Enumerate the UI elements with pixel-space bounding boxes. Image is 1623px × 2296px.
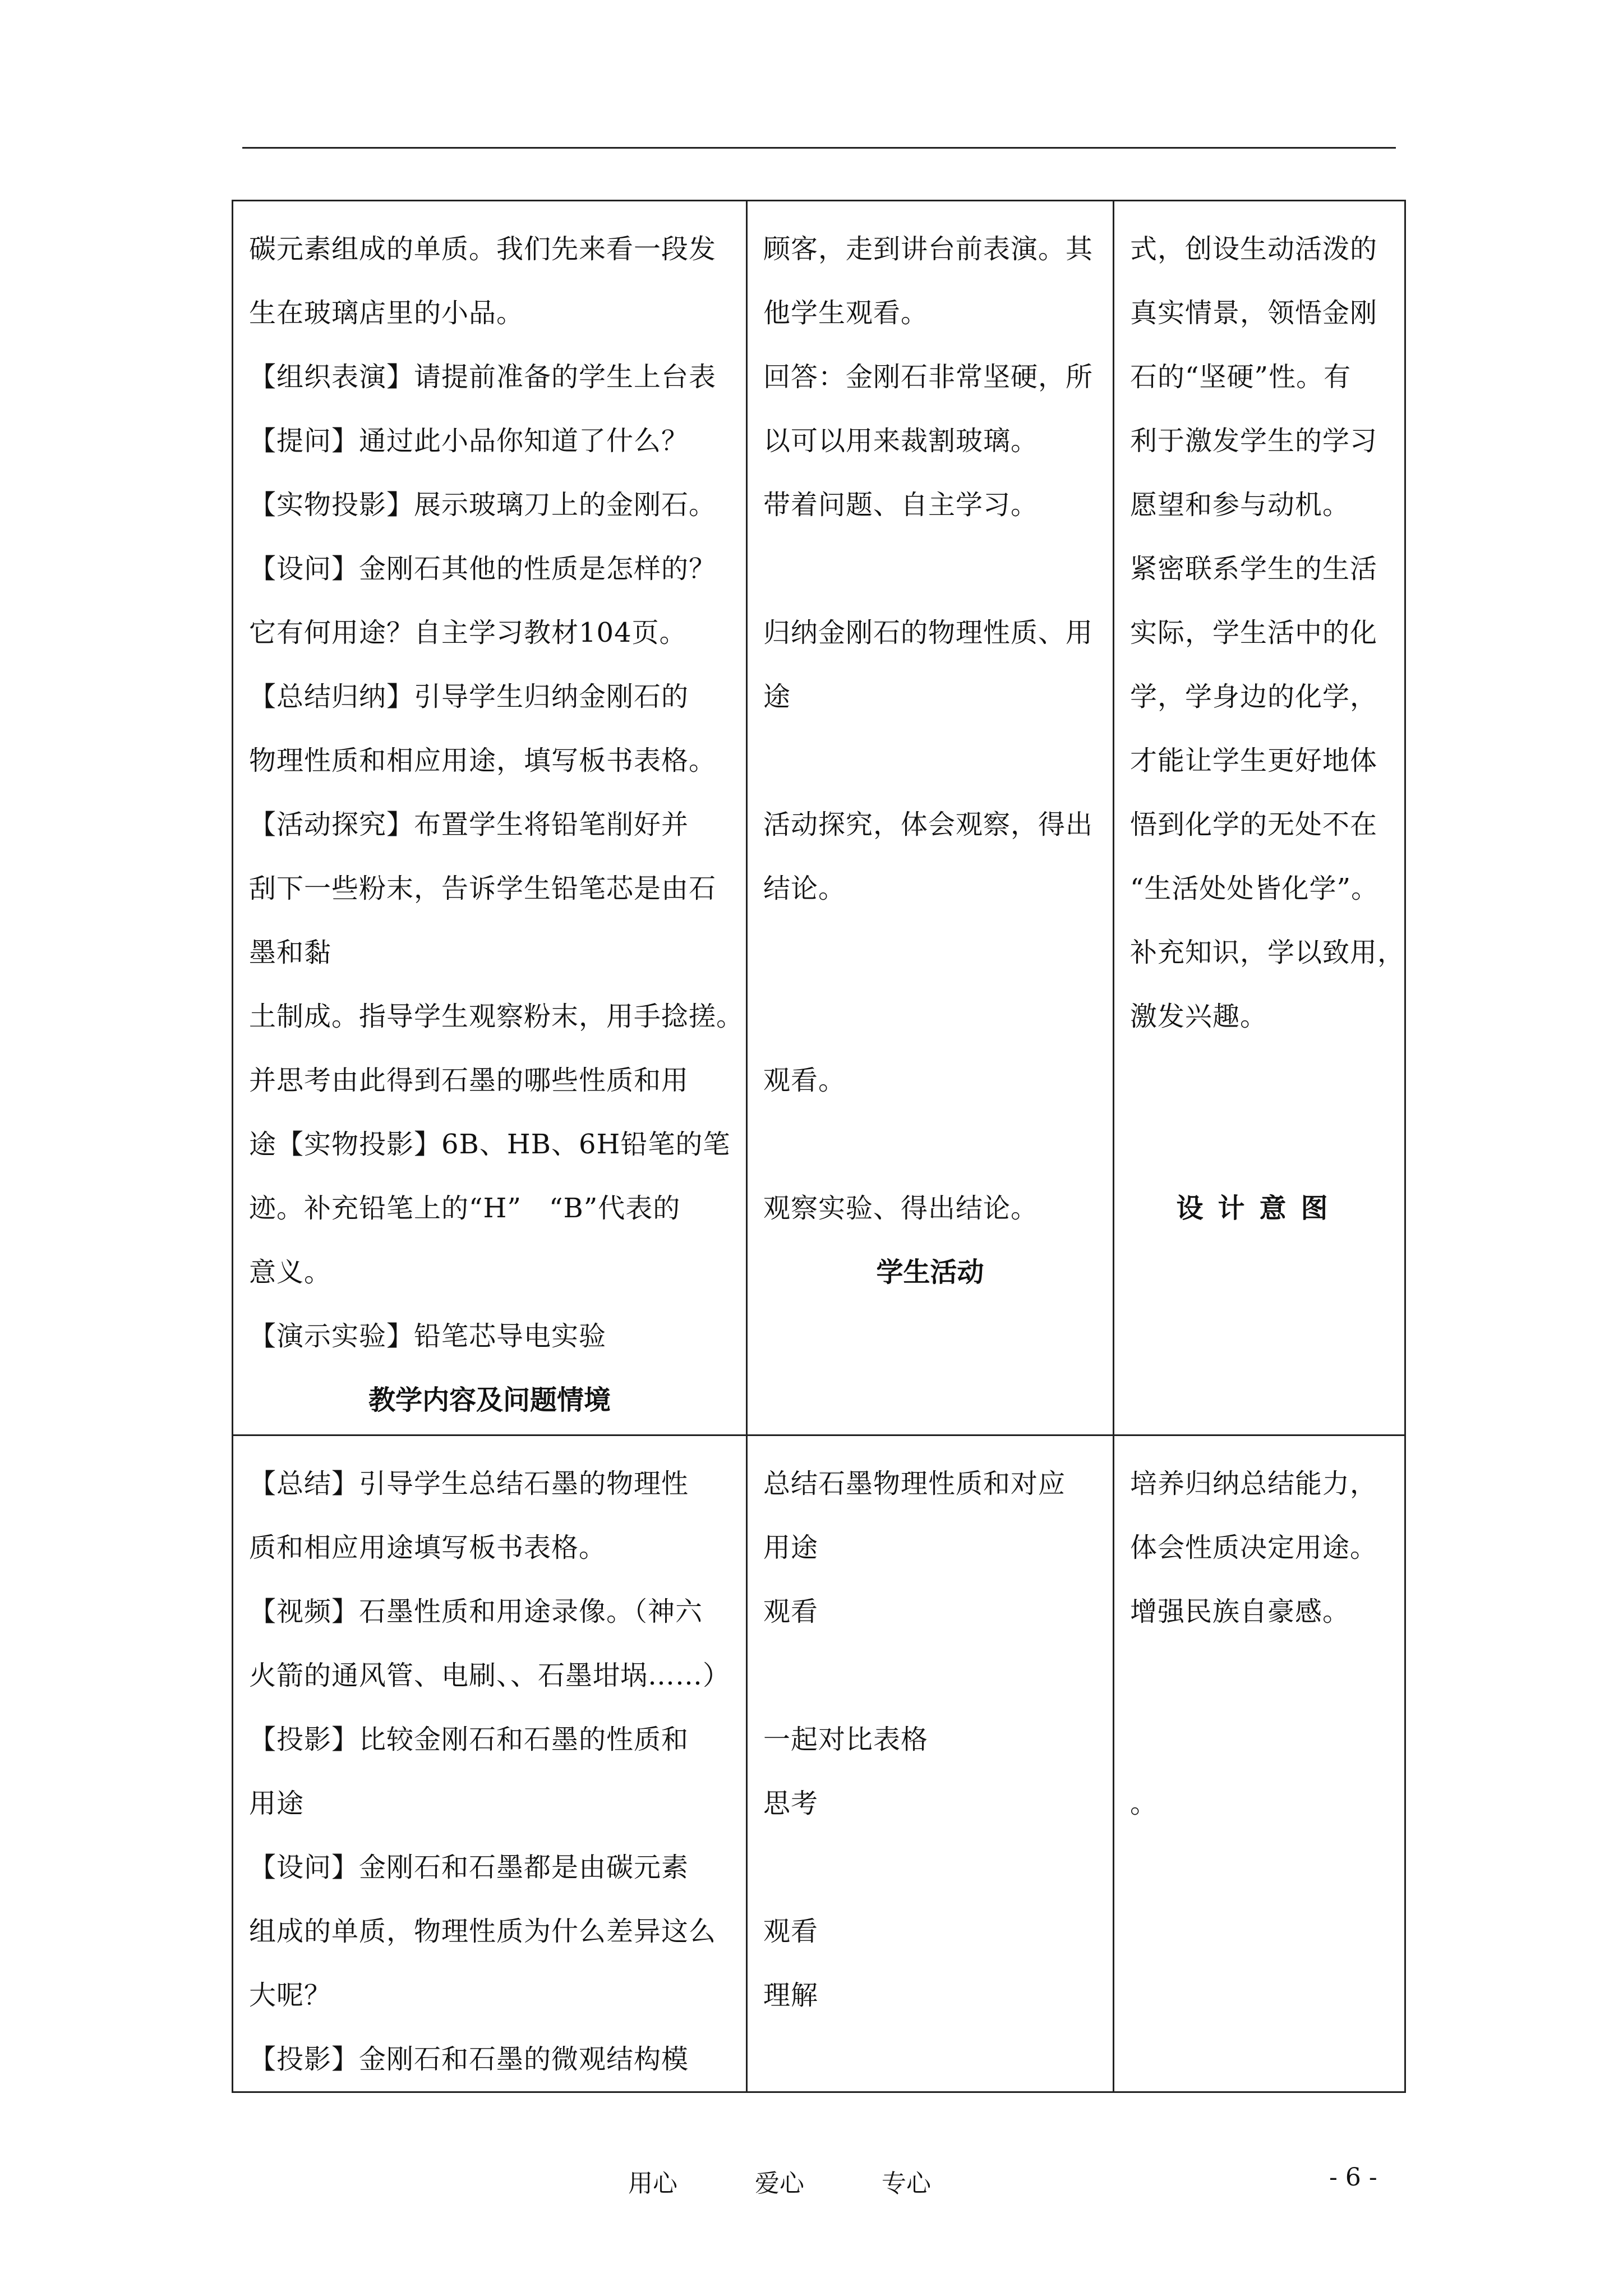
text-line [763, 1112, 1097, 1176]
text-line [1130, 1644, 1389, 1708]
text-line: 迹。补充铅笔上的“H” “B”代表的 [249, 1193, 681, 1224]
text-line: 式，创设生动活泼的 [1130, 233, 1378, 265]
footer-middle: 爱心 [755, 2169, 804, 2198]
text-line: 碳元素组成的单质。我们先来看一段发 [249, 233, 717, 265]
text-line: 真实情景，领悟金刚 [1130, 297, 1378, 329]
text-line: 刮下一些粉末，告诉学生铅笔芯是由石 [249, 873, 717, 904]
text-line [1130, 1708, 1389, 1772]
text-line: 【设问】金刚石其他的性质是怎样的？ [249, 553, 717, 585]
text-line: 理解 [763, 1980, 819, 2011]
text-line: 学，学身边的化学， [1130, 681, 1378, 712]
text-line: 【演示实验】铅笔芯导电实验 [249, 1320, 607, 1352]
text-line: 悟到化学的无处不在 [1130, 809, 1378, 840]
text-line: 大呢？ [249, 1980, 332, 2011]
text-line [763, 537, 1097, 601]
text-line: 观察实验、得出结论。 [763, 1193, 1039, 1224]
text-line: 意义。 [249, 1257, 332, 1288]
text-line: 。 [1130, 1788, 1158, 1819]
student-activity-cell [747, 1435, 1114, 2092]
text-line: 结论。 [763, 873, 846, 904]
text-line: 观看。 [763, 1065, 846, 1096]
text-line [763, 1644, 1097, 1708]
text-line: 【总结归纳】引导学生归纳金刚石的 [249, 681, 689, 712]
text-line: 观看 [763, 1916, 819, 1947]
teaching-content-lines [249, 1452, 730, 2091]
text-line: 【设问】金刚石和石墨都是由碳元素 [249, 1852, 689, 1883]
text-line: 【组织表演】请提前准备的学生上台表 [249, 361, 717, 393]
lesson-plan-table [232, 200, 1406, 2093]
table-row [233, 201, 1405, 1435]
design-intent-cell [1114, 201, 1405, 1435]
student-activity-cell [747, 201, 1114, 1435]
student-activity-lines [763, 217, 1097, 1240]
text-line: 【投影】比较金刚石和石墨的性质和 [249, 1724, 689, 1755]
teaching-content-lines [249, 217, 744, 1368]
text-line: 【提问】通过此小品你知道了什么？ [249, 425, 689, 457]
text-line: 培养归纳总结能力， [1130, 1468, 1378, 1499]
text-line [763, 921, 1097, 984]
text-line: 并思考由此得到石墨的哪些性质和用 [249, 1065, 689, 1096]
text-line: 补充知识，学以致用， [1130, 937, 1405, 968]
text-line: 观看 [763, 1596, 819, 1627]
text-line: 总结石墨物理性质和对应 [763, 1468, 1066, 1499]
text-line: 活动探究，体会观察，得出 [763, 809, 1094, 840]
footer-left: 用心 [628, 2169, 677, 2198]
text-line: 【活动探究】布置学生将铅笔削好并 [249, 809, 689, 840]
text-line: 【实物投影】展示玻璃刀上的金刚石。 [249, 489, 717, 521]
table-row [233, 1435, 1405, 2092]
page-number: - 6 - [1329, 2163, 1377, 2192]
text-line: 【投影】金刚石和石墨的微观结构模 [249, 2044, 689, 2075]
text-line [1130, 1048, 1389, 1112]
text-line: “生活处处皆化学”。 [1130, 873, 1379, 904]
text-line: 增强民族自豪感。 [1130, 1596, 1350, 1627]
text-line: 组成的单质，物理性质为什么差异这么 [249, 1916, 717, 1947]
text-line: 用途 [763, 1532, 819, 1563]
text-line: 愿望和参与动机。 [1130, 489, 1350, 521]
text-line [763, 729, 1097, 793]
text-line [763, 1835, 1097, 1899]
text-line: 生在玻璃店里的小品。 [249, 297, 524, 329]
footer-right: 专心 [882, 2169, 931, 2198]
text-line: 质和相应用途填写板书表格。 [249, 1532, 607, 1563]
text-line: 回答：金刚石非常坚硬，所 [763, 361, 1094, 393]
text-line: 紧密联系学生的生活 [1130, 553, 1378, 585]
header-rule [242, 147, 1396, 149]
design-intent-header: 设计意图 [1176, 1193, 1343, 1224]
text-line: 【视频】石墨性质和用途录像。（神六 [249, 1596, 703, 1627]
text-line: 归纳金刚石的物理性质、用 [763, 617, 1094, 648]
text-line: 顾客，走到讲台前表演。其 [763, 233, 1094, 265]
text-line: 石的“坚硬”性。有 [1130, 361, 1352, 393]
teaching-content-cell [233, 201, 747, 1435]
text-line: 土制成。指导学生观察粉末，用手捻搓。 [249, 1001, 744, 1032]
text-line: 带着问题、自主学习。 [763, 489, 1039, 521]
text-line [1130, 1112, 1389, 1176]
text-line: 利于激发学生的学习 [1130, 425, 1378, 457]
text-line: 体会性质决定用途。 [1130, 1532, 1378, 1563]
text-line: 实际，学生活中的化 [1130, 617, 1378, 648]
text-line: 用途 [249, 1788, 305, 1819]
text-line: 以可以用来裁割玻璃。 [763, 425, 1039, 457]
text-line: 激发兴趣。 [1130, 1001, 1268, 1032]
text-line: 墨和黏 [249, 937, 332, 968]
student-activity-lines [763, 1452, 1097, 2027]
footer-motto [628, 2163, 931, 2199]
teaching-content-header: 教学内容及问题情境 [368, 1384, 611, 1416]
text-line: 他学生观看。 [763, 297, 929, 329]
design-intent-lines [1130, 217, 1405, 1176]
design-intent-cell [1114, 1435, 1405, 2092]
design-intent-lines [1130, 1452, 1389, 1835]
student-activity-header: 学生活动 [876, 1257, 984, 1288]
text-line: 一起对比表格 [763, 1724, 929, 1755]
text-line [763, 984, 1097, 1048]
text-line: 思考 [763, 1788, 819, 1819]
text-line: 才能让学生更好地体 [1130, 745, 1378, 776]
text-line: 途【实物投影】6B、HB、6H铅笔的笔 [249, 1129, 731, 1160]
text-line: 途 [763, 681, 791, 712]
text-line: 它有何用途？自主学习教材104页。 [249, 617, 687, 648]
text-line: 【总结】引导学生总结石墨的物理性 [249, 1468, 689, 1499]
teaching-content-cell [233, 1435, 747, 2092]
text-line: 火箭的通风管、电刷、、石墨坩埚……） [249, 1660, 731, 1691]
text-line: 物理性质和相应用途，填写板书表格。 [249, 745, 717, 776]
